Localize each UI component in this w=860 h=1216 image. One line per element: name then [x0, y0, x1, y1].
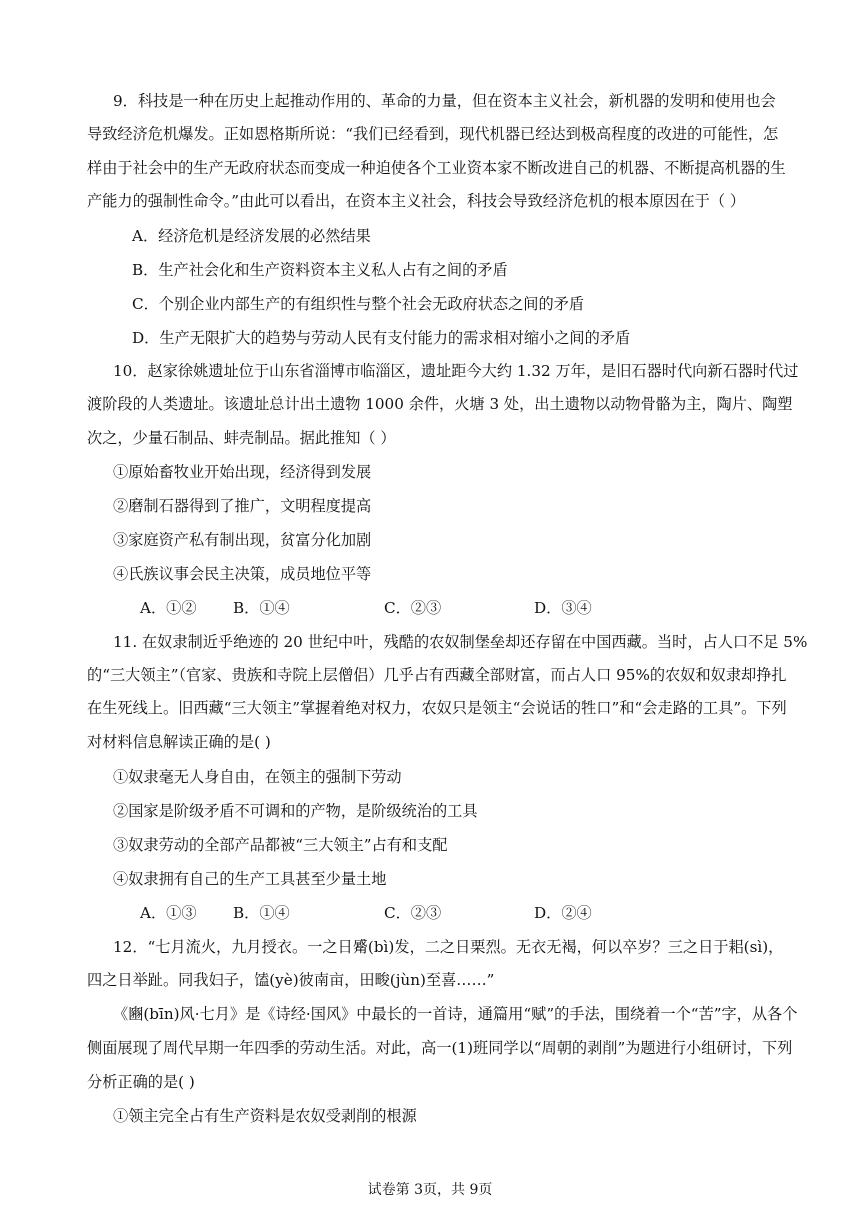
q11-stem-line-3: 在生死线上。旧西藏“三大领主”掌握着绝对权力，农奴只是领主“会说话的牲口”和“会走路的工具”。下列 — [87, 699, 787, 717]
q9-option-c: C．个别企业内部生产的有组织性与整个社会无政府状态之间的矛盾 — [132, 295, 585, 313]
q11-item-4: ④奴隶拥有自己的生产工具甚至少量土地 — [113, 870, 387, 888]
q11-item-2: ②国家是阶级矛盾不可调和的产物，是阶级统治的工具 — [113, 802, 478, 820]
q10-choice-a: A．①② — [140, 599, 197, 617]
q10-item-4: ④氏族议事会民主决策，成员地位平等 — [113, 565, 372, 583]
q10-stem-line-2: 渡阶段的人类遗址。该遗址总计出土遗物 1000 余件，火塘 3 处，出土遗物以动物骨骼为主，陶片、陶塑 — [87, 395, 793, 413]
q12-stem-line-1: 12．“七月流火，九月授衣。一之日觱(bì)发，二之日栗烈。无衣无褐，何以卒岁？三之日于耜(sì)， — [113, 938, 784, 956]
q11-choice-a: A．①③ — [140, 904, 197, 922]
q11-choice-b: B．①④ — [233, 904, 290, 922]
q9-stem-line-3: 样由于社会中的生产无政府状态而变成一种迫使各个工业资本家不断改进自己的机器、不断提高机器的生 — [87, 159, 786, 177]
q11-stem-line-1: 11. 在奴隶制近乎绝迹的 20 世纪中叶，残酷的农奴制堡垒却还存留在中国西藏。当时，占人口不足 5% — [113, 633, 808, 651]
q12-para-line-3: 分析正确的是( ) — [87, 1073, 195, 1091]
q10-choice-b: B．①④ — [233, 599, 290, 617]
q9-stem-line-4: 产能力的强制性命令。”由此可以看出，在资本主义社会，科技会导致经济危机的根本原因在于（ ） — [87, 192, 746, 210]
q12-para-line-2: 侧面展现了周代早期一年四季的劳动生活。对此，高一(1)班同学以“周朝的剥削”为题进行小组研讨，下列 — [87, 1039, 793, 1057]
q10-item-1: ①原始畜牧业开始出现，经济得到发展 — [113, 463, 372, 481]
q11-stem-line-2: 的“三大领主”（官家、贵族和寺院上层僧侣）几乎占有西藏全部财富，而占人口 95%的农奴和奴隶却挣扎 — [87, 666, 787, 684]
q9-option-d: D．生产无限扩大的趋势与劳动人民有支付能力的需求相对缩小之间的矛盾 — [132, 329, 631, 347]
q11-item-3: ③奴隶劳动的全部产品都被“三大领主”占有和支配 — [113, 836, 448, 854]
q11-stem-line-4: 对材料信息解读正确的是( ) — [87, 733, 271, 751]
q10-item-3: ③家庭资产私有制出现，贫富分化加剧 — [113, 531, 372, 549]
q10-stem-line-3: 次之，少量石制品、蚌壳制品。据此推知（ ） — [87, 429, 396, 447]
q9-stem-line-1: 9．科技是一种在历史上起推动作用的、革命的力量，但在资本主义社会，新机器的发明和使用也会 — [113, 92, 776, 110]
q10-choice-c: C．②③ — [384, 599, 442, 617]
q12-item-1: ①领主完全占有生产资料是农奴受剥削的根源 — [113, 1107, 417, 1125]
q12-para-line-1: 《豳(bīn)风·七月》是《诗经·国风》中最长的一首诗，通篇用“赋”的手法，围绕着一个“苦”字，从各个 — [113, 1005, 798, 1023]
q10-choice-d: D．③④ — [534, 599, 592, 617]
q11-choice-d: D．②④ — [534, 904, 592, 922]
q9-option-a: A．经济危机是经济发展的必然结果 — [132, 227, 371, 245]
q10-item-2: ②磨制石器得到了推广，文明程度提高 — [113, 497, 372, 515]
q9-stem-line-2: 导致经济危机爆发。正如恩格斯所说：“我们已经看到，现代机器已经达到极高程度的改进的可能性，怎 — [87, 125, 779, 143]
q11-item-1: ①奴隶毫无人身自由，在领主的强制下劳动 — [113, 768, 402, 786]
page-footer: 试卷第 3页，共 9页 — [367, 1182, 493, 1198]
q9-option-b: B．生产社会化和生产资料资本主义私人占有之间的矛盾 — [132, 261, 508, 279]
q12-stem-line-2: 四之日举趾。同我妇子，馌(yè)彼南亩，田畯(jùn)至喜……” — [87, 971, 495, 989]
q11-choice-c: C．②③ — [384, 904, 442, 922]
q10-stem-line-1: 10．赵家徐姚遗址位于山东省淄博市临淄区，遗址距今大约 1.32 万年，是旧石器时代向新石器时代过 — [113, 362, 799, 380]
